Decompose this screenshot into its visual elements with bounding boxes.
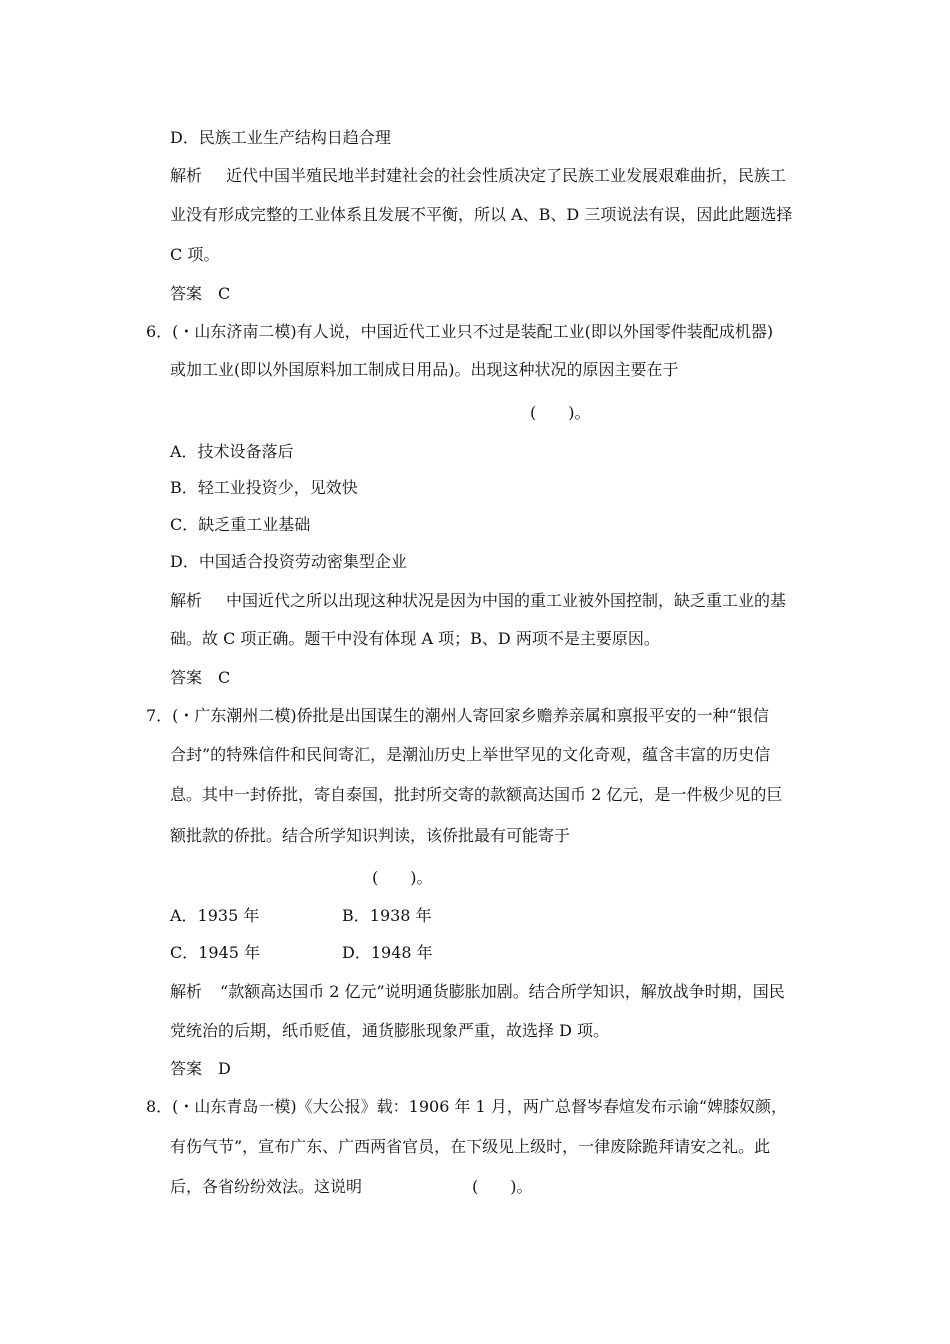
q7-option-b: B．1938 年 <box>342 906 432 925</box>
q5-answer-line <box>170 284 230 304</box>
q7-answer-label: 答案 <box>170 1059 203 1078</box>
q6-analysis-line-2: 础。故 C 项正确。题干中没有体现 A 项；B、D 两项不是主要原因。 <box>170 629 660 648</box>
q8-stem-line-3: 后，各省纷纷效法。这说明 <box>170 1177 363 1196</box>
q6-answer-blank: ( )。 <box>530 403 591 422</box>
q8-stem-line-2: 有伤气节”，宣布广东、广西两省官员，在下级见上级时，一律废除跪拜请安之礼。此 <box>170 1137 771 1156</box>
q5-analysis-line-1 <box>170 166 786 186</box>
q7-answer-line <box>170 1059 231 1079</box>
q7-analysis-label: 解析 <box>170 982 203 1001</box>
q7-stem-line-2: 合封”的特殊信件和民间寄汇，是潮汕历史上举世罕见的文化奇观，蕴含丰富的历史信 <box>170 745 771 764</box>
q7-option-c: C．1945 年 <box>170 943 261 962</box>
q8-stem-line-1: 8．(・山东青岛一模)《大公报》载：1906 年 1 月，两广总督岑春煊发布示谕“婢膝奴颜， <box>146 1097 788 1116</box>
q6-answer-label: 答案 <box>170 668 203 687</box>
q6-option-a: A．技术设备落后 <box>170 442 294 461</box>
q6-analysis-label: 解析 <box>170 591 203 610</box>
q7-answer-value: D <box>218 1059 231 1078</box>
q6-analysis-line-1 <box>170 591 786 611</box>
q7-analysis-line-2: 党统治的后期，纸币贬值，通货膨胀现象严重，故选择 D 项。 <box>170 1021 610 1040</box>
q8-answer-blank: ( )。 <box>472 1177 533 1196</box>
q6-stem-line-2: 或加工业(即以外国原料加工制成日用品)。出现这种状况的原因主要在于 <box>170 360 679 379</box>
q7-analysis-line-1 <box>170 982 785 1002</box>
q5-answer-value: C <box>218 284 231 303</box>
q6-option-b: B．轻工业投资少，见效快 <box>170 478 358 497</box>
q7-option-a: A．1935 年 <box>170 906 260 925</box>
q5-analysis-text-1: 近代中国半殖民地半封建社会的社会性质决定了民族工业发展艰难曲折，民族工 <box>226 166 787 185</box>
q6-option-c: C．缺乏重工业基础 <box>170 515 311 534</box>
q6-answer-line <box>170 668 230 688</box>
q6-analysis-text-1: 中国近代之所以出现这种状况是因为中国的重工业被外国控制，缺乏重工业的基 <box>226 591 787 610</box>
q6-stem-line-1: 6．(・山东济南二模)有人说，中国近代工业只不过是装配工业(即以外国零件装配成机器) <box>146 322 774 341</box>
q7-stem-line-3: 息。其中一封侨批，寄自泰国，批封所交寄的款额高达国币 2 亿元，是一件极少见的巨 <box>170 785 783 804</box>
q7-stem-line-4: 额批款的侨批。结合所学知识判读，该侨批最有可能寄于 <box>170 826 571 845</box>
q7-analysis-text-1: “款额高达国币 2 亿元”说明通货膨胀加剧。结合所学知识，解放战争时期，国民 <box>220 982 785 1001</box>
q7-stem-line-1: 7．(・广东潮州二模)侨批是出国谋生的潮州人寄回家乡赡养亲属和禀报平安的一种“银信 <box>146 706 769 725</box>
q5-answer-label: 答案 <box>170 284 203 303</box>
q6-answer-value: C <box>218 668 231 687</box>
q5-analysis-label: 解析 <box>170 166 203 185</box>
q7-answer-blank: ( )。 <box>372 868 433 887</box>
q5-analysis-line-3: C 项。 <box>170 245 220 264</box>
q6-option-d: D．中国适合投资劳动密集型企业 <box>170 552 407 571</box>
q5-analysis-line-2: 业没有形成完整的工业体系且发展不平衡，所以 A、B、D 三项说法有误，因此此题选择 <box>170 205 793 224</box>
q5-option-d: D．民族工业生产结构日趋合理 <box>170 128 391 147</box>
q7-option-d: D．1948 年 <box>342 943 433 962</box>
